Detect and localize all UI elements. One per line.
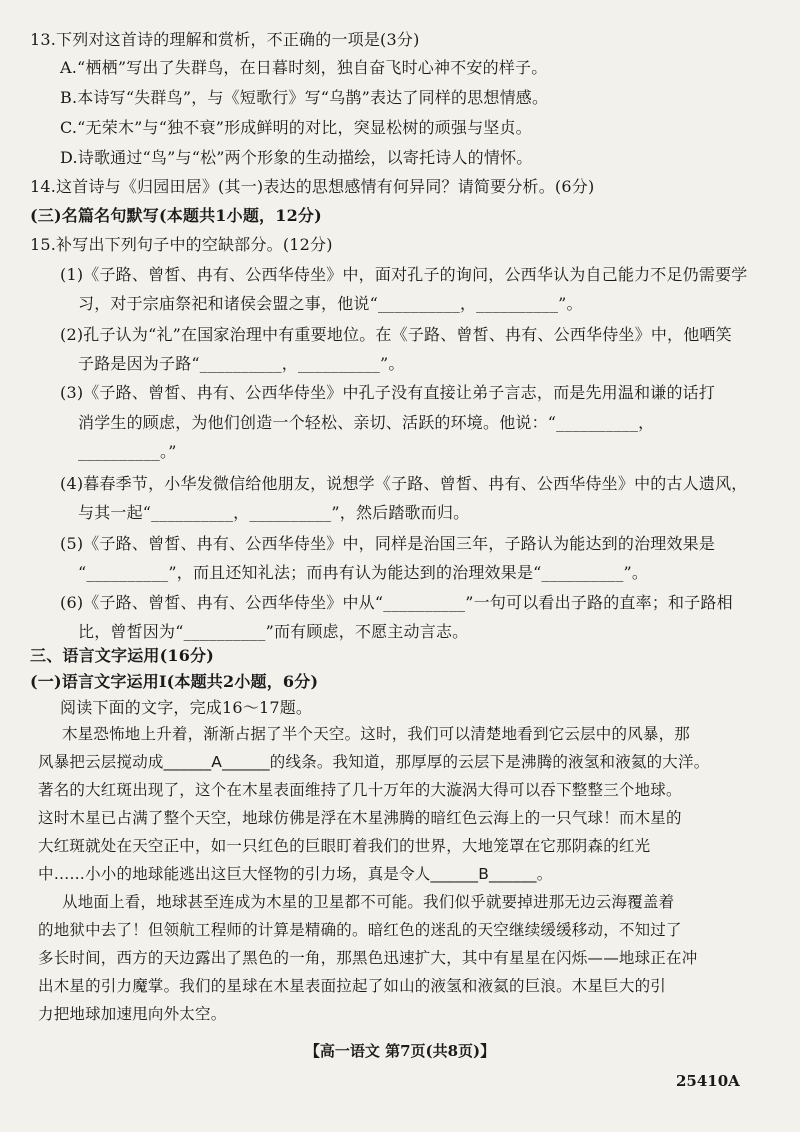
q15-2-line1: (2)孔子认为“礼”在国家治理中有重要地位。在《子路、曾皙、冉有、公西华侍坐》中，他哂笑 xyxy=(60,325,732,344)
page-footer: 【高一语文 第7页(共8页)】 xyxy=(304,1042,496,1060)
passage-line: 从地面上看，地球甚至连成为木星的卫星都不可能。我们似乎就要掉进那无边云海覆盖着 xyxy=(62,893,675,911)
passage-line: 出木星的引力魔掌。我们的星球在木星表面拉起了如山的液氢和液氦的巨浪。木星巨大的引 xyxy=(38,977,667,995)
q15-6-line1: (6)《子路、曾皙、冉有、公西华侍坐》中从“__________”一句可以看出子路的直率；和子路相 xyxy=(60,593,733,612)
q15-3-line1: (3)《子路、曾皙、冉有、公西华侍坐》中孔子没有直接让弟子言志，而是先用温和谦的话打 xyxy=(60,383,716,402)
q15-4-line2: 与其一起“__________，__________”，然后踏歌而归。 xyxy=(78,503,470,522)
part3-heading: 三、语言文字运用(16分) xyxy=(30,646,215,665)
passage-line: 多长时间，西方的天边露出了黑色的一角，那黑色迅速扩大，其中有星星在闪烁——地球正在冲 xyxy=(38,949,698,967)
passage-line: 中……小小的地球能逃出这巨大怪物的引力场，真是令人______B______。 xyxy=(38,865,553,883)
q15-2-line2: 子路是因为子路“__________，__________”。 xyxy=(78,354,405,373)
passage-line: 力把地球加速甩向外太空。 xyxy=(38,1005,227,1023)
q15-5-line1: (5)《子路、曾皙、冉有、公西华侍坐》中，同样是治国三年，子路认为能达到的治理效果是 xyxy=(60,534,716,553)
q13-option-a: A.“栖栖”写出了失群鸟，在日暮时刻，独自奋飞时心神不安的样子。 xyxy=(60,58,548,77)
passage-line: 风暴把云层搅动成______A______的线条。我知道，那厚厚的云层下是沸腾的液氢和液氦的大洋。 xyxy=(38,753,710,771)
q15-6-line2: 比，曾皙因为“__________”而有顾虑，不愿主动言志。 xyxy=(78,622,469,641)
q15-3-line3: __________。” xyxy=(78,442,177,461)
q13-option-c: C.“无荣木”与“独不衰”形成鲜明的对比，突显松树的顽强与坚贞。 xyxy=(60,118,532,137)
passage-line: 著名的大红斑出现了，这个在木星表面维持了几十万年的大漩涡大得可以吞下整整三个地球。 xyxy=(38,781,682,799)
passage-line: 的地狱中去了！但领航工程师的计算是精确的。暗红色的迷乱的天空继续缓缓移动，不知过了 xyxy=(38,921,682,939)
q15-5-line2: “__________”，而且还知礼法；而冉有认为能达到的治理效果是“__________”。 xyxy=(78,563,649,582)
section-heading-famous-lines: (三)名篇名句默写(本题共1小题，12分) xyxy=(30,206,322,225)
q15-3-line2: 消学生的顾虑，为他们创造一个轻松、亲切、活跃的环境。他说：“__________， xyxy=(78,413,655,432)
q13-option-d: D.诗歌通过“鸟”与“松”两个形象的生动描绘，以寄托诗人的情怀。 xyxy=(60,148,533,167)
part3-subheading: (一)语言文字运用Ⅰ(本题共2小题，6分) xyxy=(30,672,319,691)
q14-stem: 14.这首诗与《归园田居》(其一)表达的思想感情有何异同？请简要分析。(6分) xyxy=(30,177,595,196)
q15-1-line1: (1)《子路、曾皙、冉有、公西华侍坐》中，面对孔子的询问，公西华认为自己能力不足仍需要学 xyxy=(60,265,748,284)
q15-4-line1: (4)暮春季节，小华发微信给他朋友，说想学《子路、曾皙、冉有、公西华侍坐》中的古人遗风， xyxy=(60,474,748,493)
passage-line: 大红斑就处在天空正中，如一只红色的巨眼盯着我们的世界，大地笼罩在它那阴森的红光 xyxy=(38,837,651,855)
q15-stem: 15.补写出下列句子中的空缺部分。(12分) xyxy=(30,235,333,254)
exam-code: 25410A xyxy=(676,1072,740,1090)
q13-stem: 13.下列对这首诗的理解和赏析，不正确的一项是(3分) xyxy=(30,30,420,49)
q15-1-line2: 习，对于宗庙祭祀和诸侯会盟之事，他说“__________，__________”。 xyxy=(78,294,583,313)
reading-instruction: 阅读下面的文字，完成16～17题。 xyxy=(60,698,313,717)
passage-line: 木星恐怖地上升着，渐渐占据了半个天空。这时，我们可以清楚地看到它云层中的风暴，那 xyxy=(62,725,691,743)
passage-line: 这时木星已占满了整个天空，地球仿佛是浮在木星沸腾的暗红色云海上的一只气球！而木星的 xyxy=(38,809,682,827)
q13-option-b: B.本诗写“失群鸟”，与《短歌行》写“乌鹊”表达了同样的思想情感。 xyxy=(60,88,549,107)
